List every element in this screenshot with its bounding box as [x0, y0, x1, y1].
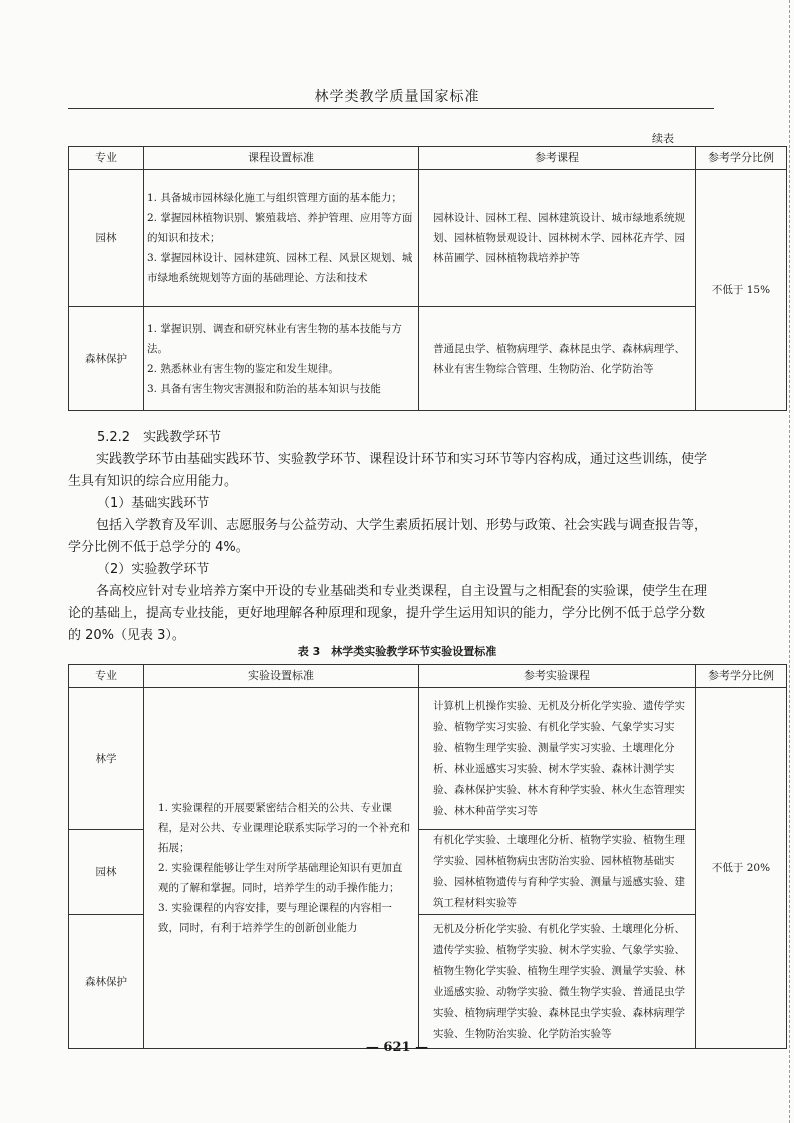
- standard-item: 1. 具备城市园林绿化施工与组织管理方面的基本能力；: [147, 192, 402, 204]
- section-intro: 实践教学环节由基础实践环节、实验教学环节、课程设计环节和实习环节等内容构成，通过这些训练，使学生具有知识的综合应用能力。: [68, 452, 708, 489]
- table-row: [69, 688, 787, 830]
- standard-cell: [144, 688, 419, 1049]
- standard-item: 1. 掌握识别、调查和研究林业有害生物的基本技能与方法。: [147, 322, 402, 355]
- major-cell: 森林保护: [69, 915, 144, 1049]
- table-row: [69, 170, 787, 307]
- courses-cell: 有机化学实验、土壤理化分析、植物学实验、植物生理学实验、园林植物病虫害防治实验、园林植物基础实验、园林植物遗传与育种学实验、测量与遥感实验、建筑工程材料实验等: [419, 830, 696, 915]
- courses-cell: 计算机上机操作实验、无机及分析化学实验、遗传学实验、植物学实习实验、有机化学实验、气象学实习实验、植物生理学实验、测量学实习实验、土壤理化分析、林业遥感实习实验、树木学实验、森林计测学实验、森林保护实验、林木育种学实验、林火生态管理实验、林木种苗学实习等: [419, 688, 696, 830]
- standard-item: 2. 掌握园林植物识别、繁殖栽培、养护管理、应用等方面的知识和技术；: [147, 212, 413, 244]
- major-cell: 森林保护: [69, 307, 144, 411]
- standard-cell: [144, 307, 419, 411]
- header-rule: [68, 108, 714, 109]
- courses-cell: 普通昆虫学、植物病理学、森林昆虫学、森林病理学、林业有害生物综合管理、生物防治、化学防治等: [419, 307, 696, 411]
- section-heading: 5.2.2 实践教学环节: [97, 430, 222, 445]
- course-table: [68, 146, 787, 411]
- subsection-text: 包括入学教育及军训、志愿服务与公益劳动、大学生素质拓展计划、形势与政策、社会实践与调查报告等，学分比例不低于总学分的 4%。: [68, 518, 708, 555]
- courses-cell: 无机及分析化学实验、有机化学实验、土壤理化分析、遗传学实验、植物学实验、树木学实验、气象学实验、植物生物化学实验、植物生理学实验、测量学实验、林业遥感实验、动物学实验、微生物学实验、普通昆虫学实验、植物病理学实验、森林昆虫学实验、森林病理学实验、生物防治实验、化学防治实验等: [419, 915, 696, 1049]
- credit-cell: 不低于 20%: [696, 688, 787, 1049]
- table-header-row: [69, 147, 787, 170]
- credit-cell: 不低于 15%: [696, 170, 787, 411]
- standard-item: 1. 实验课程的开展要紧密结合相关的公共、专业课程，是对公共、专业课理论联系实际学习的一个补充和拓展；: [158, 802, 410, 854]
- col-header-major: 专业: [69, 665, 144, 688]
- running-header: 林学类教学质量国家标准: [314, 89, 480, 105]
- col-header-courses: 参考课程: [419, 147, 696, 170]
- continued-label: 续表: [652, 132, 674, 145]
- standard-item: 2. 熟悉林业有害生物的鉴定和发生规律。: [147, 362, 339, 375]
- major-cell: 园林: [69, 170, 144, 307]
- standard-item: 3. 掌握园林设计、园林建筑、园林工程、风景区规划、城市绿地系统规划等方面的基础理论、方法和技术: [147, 252, 413, 284]
- col-header-credit: 参考学分比例: [696, 147, 787, 170]
- col-header-standard: 实验设置标准: [144, 665, 419, 688]
- subsection-text: 各高校应针对专业培养方案中开设的专业基础类和专业类课程，自主设置与之相配套的实验课，使学生在理论的基础上，提高专业技能，更好地理解各种原理和现象，提升学生运用知识的能力，学分比例不低于总学分数的 20%（见表 3）。: [68, 584, 708, 643]
- table-header-row: [69, 665, 787, 688]
- standard-cell: [144, 170, 419, 307]
- standard-item: 3. 具备有害生物灾害测报和防治的基本知识与技能: [147, 382, 381, 395]
- page-number: — 621 —: [365, 1040, 429, 1055]
- table-caption: 表 3 林学类实验教学环节实验设置标准: [297, 645, 497, 658]
- col-header-courses: 参考实验课程: [419, 665, 696, 688]
- courses-cell: 园林设计、园林工程、园林建筑设计、城市绿地系统规划、园林植物景观设计、园林树木学、园林花卉学、园林苗圃学、园林植物栽培养护等: [419, 170, 696, 307]
- col-header-credit: 参考学分比例: [696, 665, 787, 688]
- standard-item: 3. 实验课程的内容安排，要与理论课程的内容相一致，同时，有利于培养学生的创新创业能力: [158, 902, 392, 934]
- subsection-title: （2）实验教学环节: [97, 562, 210, 577]
- scan-edge-line: [789, 0, 790, 1123]
- major-cell: 林学: [69, 688, 144, 830]
- subsection-title: （1）基础实践环节: [97, 496, 210, 511]
- col-header-standard: 课程设置标准: [144, 147, 419, 170]
- experiment-table: [68, 664, 787, 1049]
- major-cell: 园林: [69, 830, 144, 915]
- table-row: [69, 307, 787, 411]
- col-header-major: 专业: [69, 147, 144, 170]
- standard-item: 2. 实验课程能够让学生对所学基础理论知识有更加直观的了解和掌握。同时，培养学生的动手操作能力；: [158, 862, 403, 894]
